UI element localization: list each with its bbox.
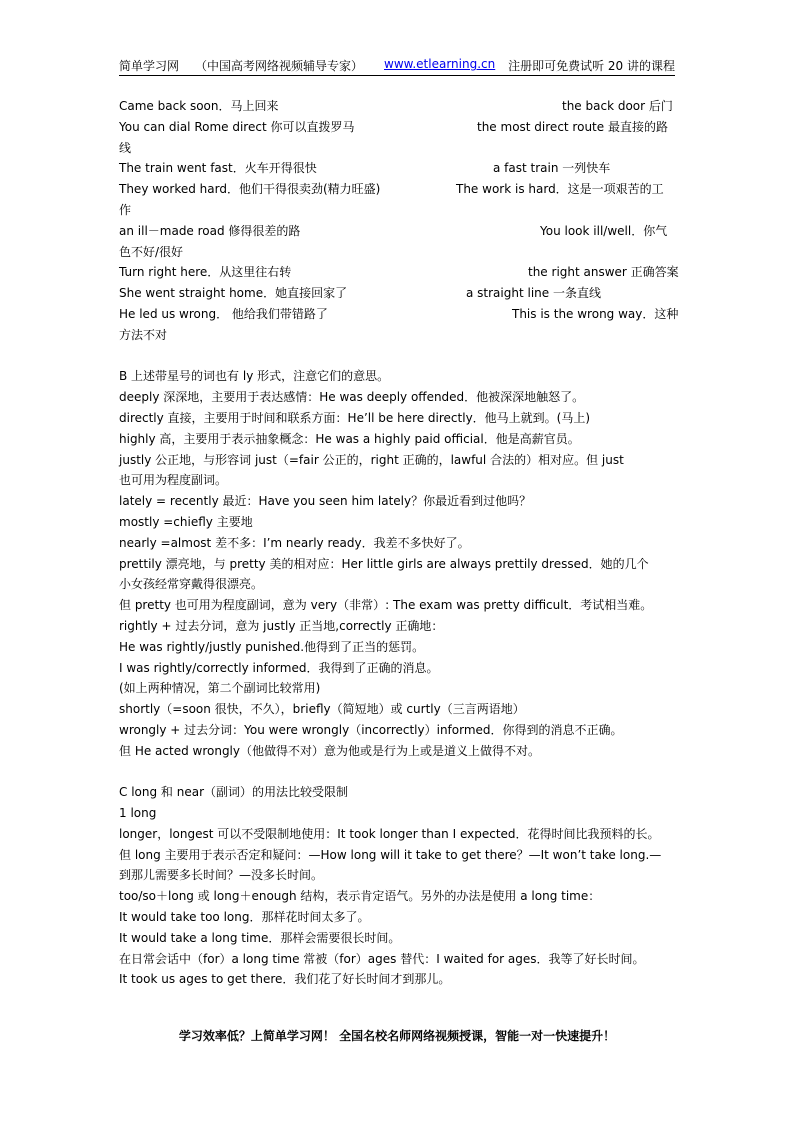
example-pair (119, 158, 679, 179)
paragraph-line: It would take a long time．那样会需要很长时间。 (119, 930, 401, 945)
paragraph-line: (如上两种情况，第二个副词比较常用) (119, 681, 321, 696)
paragraph-line: nearly =almost 差不多：I’m nearly ready．我差不多快好了。 (119, 535, 470, 550)
promo-text: 注册即可免费试听 20 讲的课程 (508, 59, 675, 73)
paragraph-line: It took us ages to get there．我们花了好长时间才到那儿。 (119, 972, 451, 987)
subsection-heading: 1 long (119, 806, 157, 821)
example-left: They worked hard．他们干得很卖劲(精力旺盛) (119, 182, 381, 197)
example-pair (119, 221, 679, 242)
paragraph-line: rightly + 过去分词，意为 justly 正当地,correctly 正确地： (119, 618, 444, 633)
paragraph-line: highly 高，主要用于表示抽象概念：He was a highly paid official．他是高薪官员。 (119, 431, 580, 446)
example-right: This is the wrong way．这种 (512, 306, 679, 321)
example-pair (119, 283, 679, 304)
paragraph-line: mostly =chiefly 主要地 (119, 514, 253, 529)
paragraph-line: He was rightly/justly punished.他得到了正当的惩罚。 (119, 639, 425, 654)
example-continuation: 作 (119, 202, 132, 217)
example-pair (119, 117, 679, 138)
paragraph-line: It would take too long．那样花时间太多了。 (119, 910, 370, 925)
section-b-heading: B 上述带星号的词也有 ly 形式，注意它们的意思。 (119, 369, 390, 384)
example-left: Turn right here．从这里往右转 (119, 265, 292, 280)
example-right: the back door 后门 (562, 99, 673, 113)
paragraph-line: longer，longest 可以不受限制地使用：It took longer than I expected．花得时间比我预料的长。 (119, 826, 660, 841)
page-footer: 学习效率低？上简单学习网！ 全国名校名师网络视频授课，智能一对一快速提升！ (178, 1029, 616, 1043)
example-pair (119, 179, 679, 200)
page-header (119, 55, 675, 76)
paragraph-line: too/so＋long 或 long＋enough 结构，表示肯定语气。另外的办法是使用 a long time： (119, 889, 601, 904)
paragraph-line: 到那儿需要多长时间？—没多长时间。 (119, 868, 324, 883)
example-right: a straight line 一条直线 (466, 286, 601, 301)
example-pair (119, 262, 679, 283)
example-left: He led us wrong． 他给我们带错路了 (119, 306, 328, 321)
example-continuation: 线 (119, 140, 132, 155)
site-url-link[interactable]: www.etlearning.cn (384, 57, 496, 71)
paragraph-line: wrongly + 过去分词：You were wrongly（incorrectly）informed．你得到的消息不正确。 (119, 722, 623, 737)
paragraph-line: 但 pretty 也可用为程度副词，意为 very（非常）: The exam was pretty difficult．考试相当难。 (119, 598, 653, 613)
paragraph-line: deeply 深深地，主要用于表达感情：He was deeply offended．他被深深地触怒了。 (119, 390, 585, 405)
example-right: a fast train 一列快车 (493, 161, 611, 176)
example-right: You look ill/well．你气 (540, 223, 668, 238)
example-left: an ill－made road 修得很差的路 (119, 223, 301, 238)
paragraph-line: 在日常会话中（for）a long time 常被（for）ages 替代：I waited for ages．我等了好长时间。 (119, 951, 645, 966)
example-left: You can dial Rome direct 你可以直拨罗马 (119, 119, 355, 134)
section-c-heading: C long 和 near（副词）的用法比较受限制 (119, 785, 348, 800)
example-left: Came back soon．马上回来 (119, 99, 279, 113)
example-pair (119, 96, 679, 117)
paragraph-line: 也可用为程度副词。 (119, 473, 228, 488)
paragraph-line: 小女孩经常穿戴得很漂亮。 (119, 577, 264, 592)
paragraph-line: 但 long 主要用于表示否定和疑问：—How long will it take to get there？—It won’t take long.— (119, 847, 662, 862)
paragraph-line: justly 公正地，与形容词 just（=fair 公正的，right 正确的，lawful 合法的）相对应。但 just (119, 452, 624, 467)
example-continuation: 色不好/很好 (119, 244, 184, 259)
site-tagline: （中国高考网络视频辅导专家） (195, 59, 364, 73)
paragraph-line: lately = recently 最近：Have you seen him lately？你最近看到过他吗？ (119, 494, 532, 509)
example-left: The train went fast．火车开得很快 (119, 161, 317, 176)
paragraph-line: prettily 漂亮地，与 pretty 美的相对应：Her little girls are always prettily dressed．她的几个 (119, 556, 649, 571)
example-right: The work is hard．这是一项艰苦的工 (456, 182, 664, 197)
site-name: 简单学习网 (119, 59, 180, 73)
example-left: She went straight home．她直接回家了 (119, 286, 348, 301)
example-continuation: 方法不对 (119, 327, 168, 342)
paragraph-line: I was rightly/correctly informed．我得到了正确的消息。 (119, 660, 439, 675)
example-right: the right answer 正确答案 (528, 265, 679, 280)
example-right: the most direct route 最直接的路 (477, 119, 668, 134)
paragraph-line: shortly（=soon 很快，不久），briefly（简短地）或 curtly（三言两语地） (119, 702, 525, 717)
document-body (119, 96, 679, 990)
example-pair (119, 304, 679, 325)
paragraph-line: directly 直接，主要用于时间和联系方面：He’ll be here directly．他马上就到。(马上) (119, 410, 591, 425)
paragraph-line: 但 He acted wrongly（他做得不对）意为他或是行为上或是道义上做得不对。 (119, 743, 540, 758)
